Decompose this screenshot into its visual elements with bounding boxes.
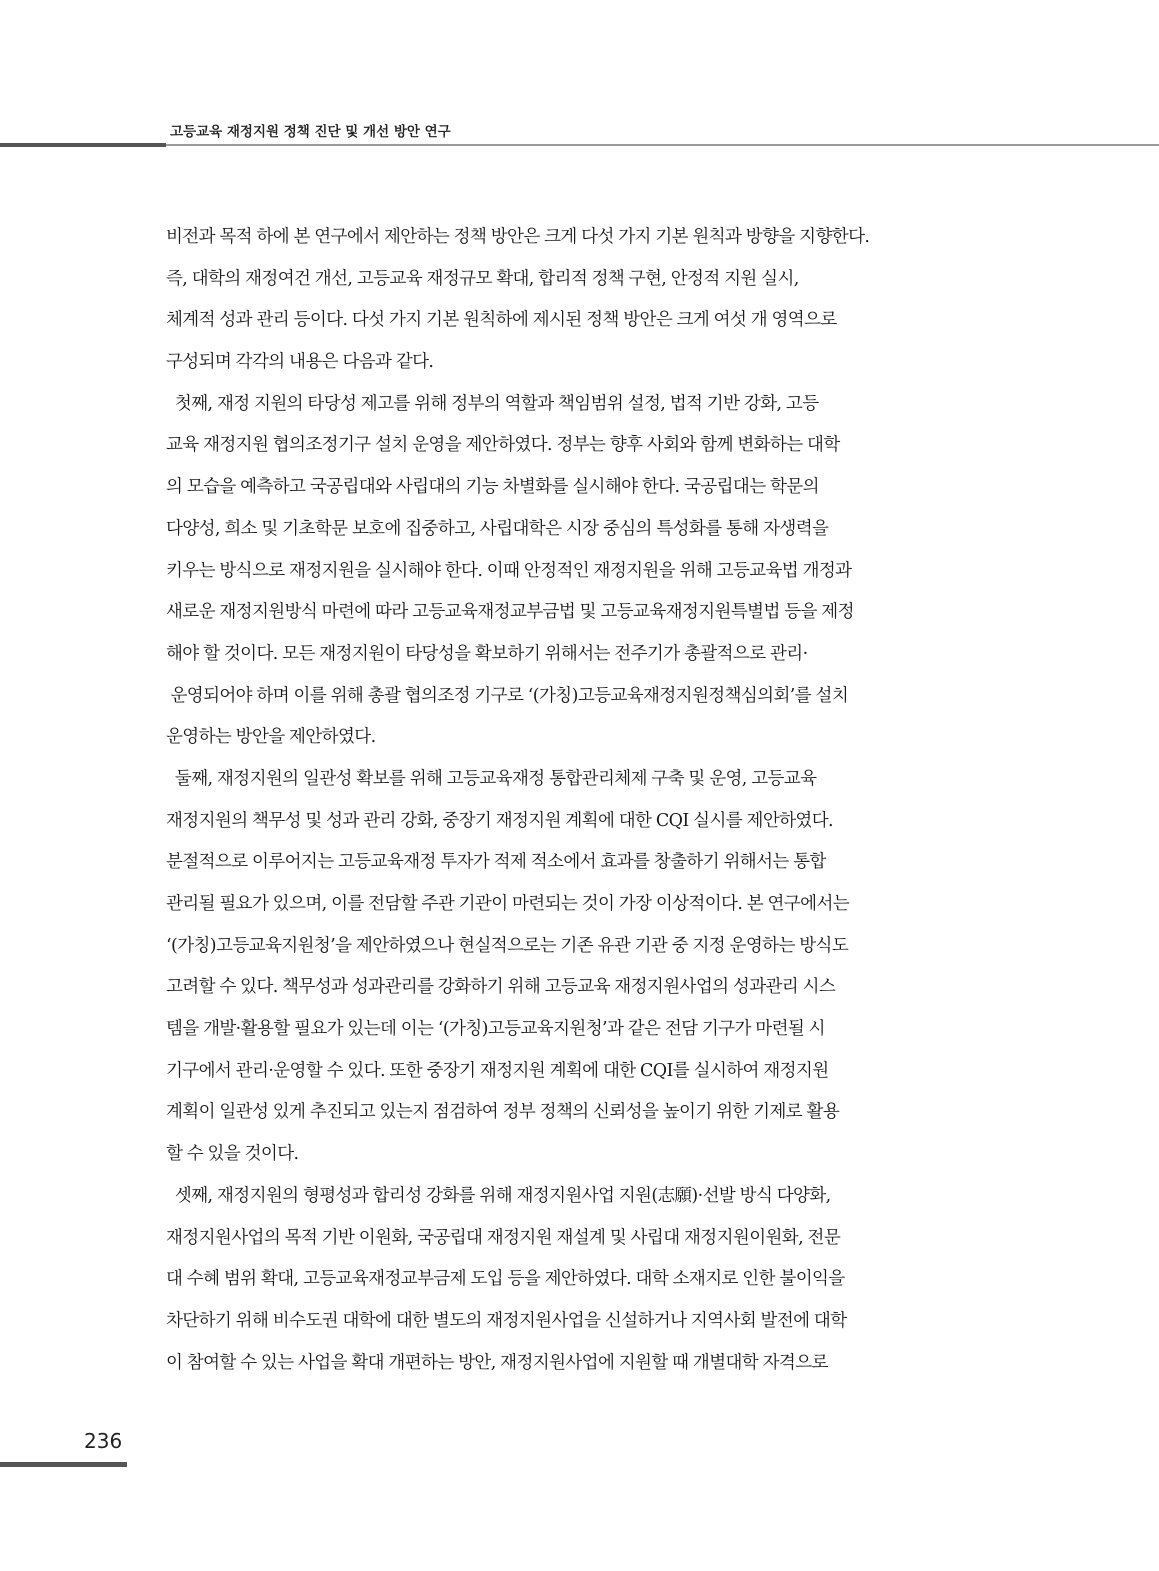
footer-rule xyxy=(0,1462,127,1467)
text-line: 차단하기 위해 비수도권 대학에 대한 별도의 재정지원사업을 신설하거나 지역사회 발전에 대학 xyxy=(166,1310,847,1331)
header-rule-accent xyxy=(0,143,166,147)
text-line: 고려할 수 있다. 책무성과 성과관리를 강화하기 위해 고등교육 재정지원사업의 성과관리 시스 xyxy=(166,977,836,998)
text-line: 키우는 방식으로 재정지원을 실시해야 한다. 이때 안정적인 재정지원을 위해 고등교육법 개정과 xyxy=(166,560,852,581)
text-line: 운영되어야 하며 이를 위해 총괄 협의조정 기구로 ‘(가칭)고등교육재정지원정책심의회’를 설치 xyxy=(166,685,849,706)
text-line: ‘(가칭)고등교육지원청’을 제안하였으나 현실적으로는 기존 유관 기관 중 지정 운영하는 방식도 xyxy=(166,935,849,956)
text-line: 재정지원사업의 목적 기반 이원화, 국공립대 재정지원 재설계 및 사립대 재정지원이원화, 전문 xyxy=(166,1227,841,1248)
text-line: 재정지원의 책무성 및 성과 관리 강화, 중장기 재정지원 계획에 대한 CQI 실시를 제안하였다. xyxy=(166,810,834,831)
text-line: 셋째, 재정지원의 형평성과 합리성 강화를 위해 재정지원사업 지원(志願)·선발 방식 다양화, xyxy=(166,1185,831,1206)
text-line: 첫째, 재정 지원의 타당성 제고를 위해 정부의 역할과 책임범위 설정, 법적 기반 강화, 고등 xyxy=(166,393,819,414)
text-line: 비전과 목적 하에 본 연구에서 제안하는 정책 방안은 크게 다섯 가지 기본 원칙과 방향을 지향한다. xyxy=(166,227,870,247)
text-line: 관리될 필요가 있으며, 이를 전담할 주관 기관이 마련되는 것이 가장 이상적이다. 본 연구에서는 xyxy=(166,894,850,914)
text-line: 새로운 재정지원방식 마련에 따라 고등교육재정교부금법 및 고등교육재정지원특별법 등을 제정 xyxy=(166,602,854,623)
text-line: 해야 할 것이다. 모든 재정지원이 타당성을 확보하기 위해서는 전주기가 총괄적으로 관리· xyxy=(166,643,808,664)
text-line: 다양성, 희소 및 기초학문 보호에 집중하고, 사립대학은 시장 중심의 특성화를 통해 자생력을 xyxy=(166,518,829,539)
running-header: 고등교육 재정지원 정책 진단 및 개선 방안 연구 xyxy=(170,124,451,140)
text-line: 기구에서 관리·운영할 수 있다. 또한 중장기 재정지원 계획에 대한 CQI를 실시하여 재정지원 xyxy=(166,1060,829,1081)
text-line: 이 참여할 수 있는 사업을 확대 개편하는 방안, 재정지원사업에 지원할 때 개별대학 자격으로 xyxy=(166,1352,828,1373)
text-line: 즉, 대학의 재정여건 개선, 고등교육 재정규모 확대, 합리적 정책 구현, 안정적 지원 실시, xyxy=(166,268,799,289)
body-text xyxy=(166,217,994,1384)
text-line: 둘째, 재정지원의 일관성 확보를 위해 고등교육재정 통합관리체제 구축 및 운영, 고등교육 xyxy=(166,768,817,789)
text-line: 계획이 일관성 있게 추진되고 있는지 점검하여 정부 정책의 신뢰성을 높이기 위한 기제로 활용 xyxy=(166,1102,840,1123)
text-line: 할 수 있을 것이다. xyxy=(166,1144,299,1165)
header-rule xyxy=(0,144,1159,146)
text-line: 교육 재정지원 협의조정기구 설치 운영을 제안하였다. 정부는 향후 사회와 함께 변화하는 대학 xyxy=(166,435,840,456)
text-line: 템을 개발·활용할 필요가 있는데 이는 ‘(가칭)고등교육지원청’과 같은 전담 기구가 마련될 시 xyxy=(166,1019,825,1040)
page-number: 236 xyxy=(84,1429,123,1453)
text-line: 의 모습을 예측하고 국공립대와 사립대의 기능 차별화를 실시해야 한다. 국공립대는 학문의 xyxy=(166,477,819,498)
text-line: 운영하는 방안을 제안하였다. xyxy=(166,727,376,748)
text-line: 분절적으로 이루어지는 고등교육재정 투자가 적제 적소에서 효과를 창출하기 위해서는 통합 xyxy=(166,852,826,873)
text-line: 구성되며 각각의 내용은 다음과 같다. xyxy=(166,352,434,373)
text-line: 대 수혜 범위 확대, 고등교육재정교부금제 도입 등을 제안하였다. 대학 소재지로 인한 불이익을 xyxy=(166,1269,845,1290)
text-line: 체계적 성과 관리 등이다. 다섯 가지 기본 원칙하에 제시된 정책 방안은 크게 여섯 개 영역으로 xyxy=(166,310,837,331)
